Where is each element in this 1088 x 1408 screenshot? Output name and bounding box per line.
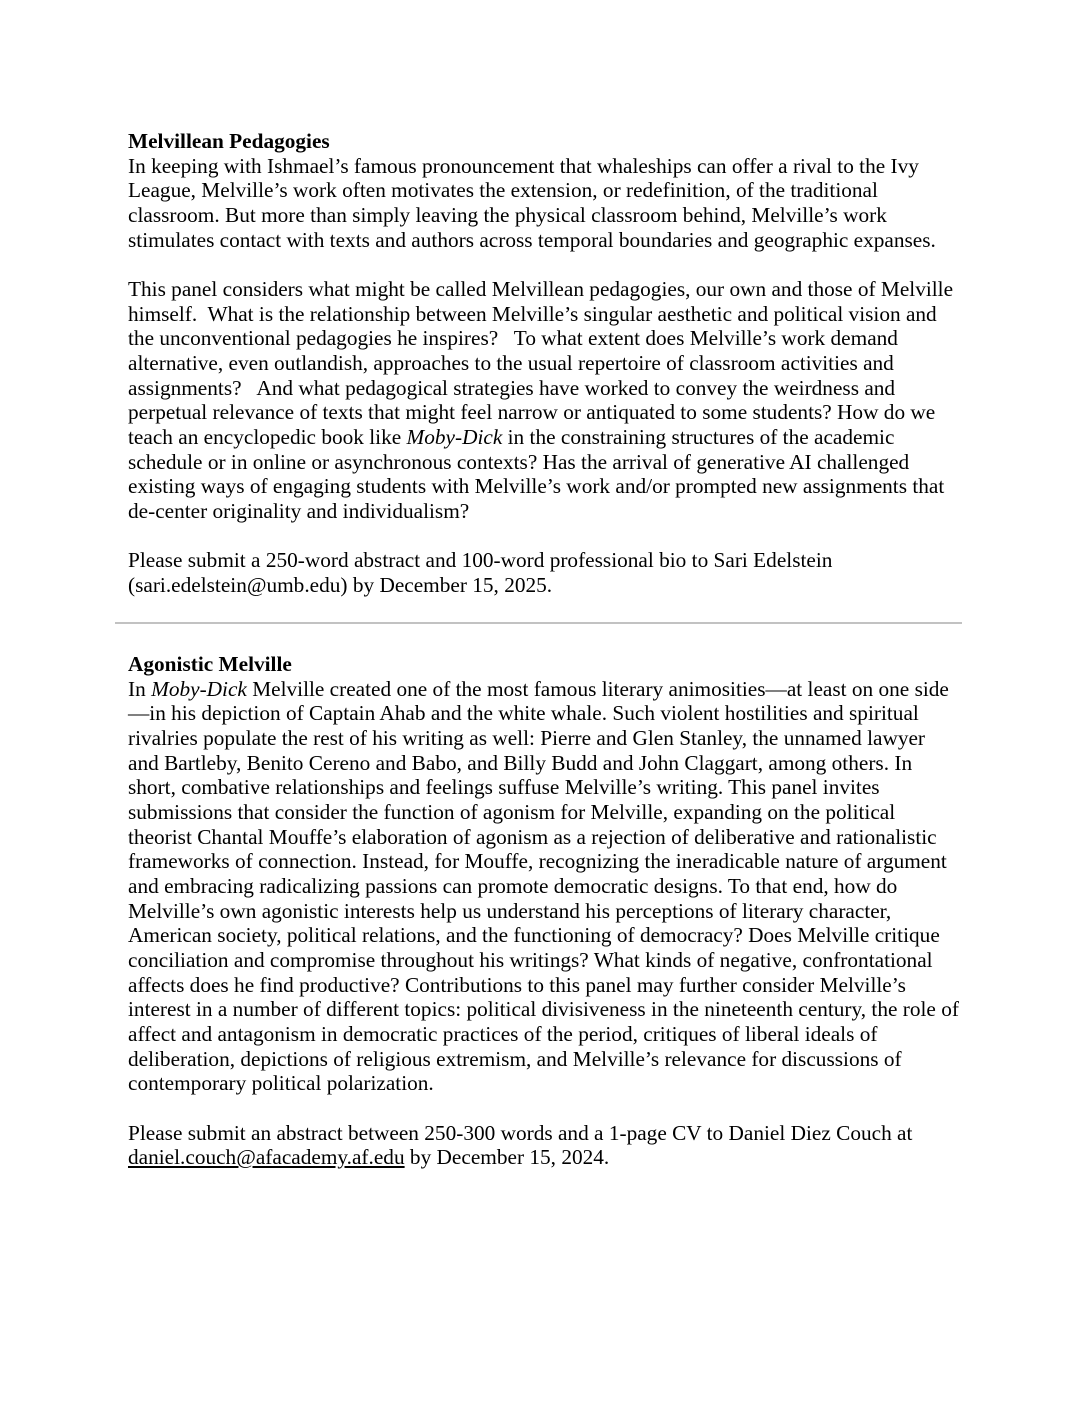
paragraph	[128, 676, 965, 1096]
paragraph	[128, 154, 960, 253]
section-title: Agonistic Melville	[128, 652, 292, 677]
paragraph-text: by December 15, 2024.	[404, 1145, 610, 1170]
paragraph-text: In keeping with Ishmael’s famous pronouncement that whaleships can offer a rival to the Ivy League, Melville’s work often motivates the extension, or redefinition, of the traditional classroom. But more than simply leaving the physical classroom behind, Melville’s work stimulates contact with texts and authors across temporal boundaries and geographic expanses.	[128, 153, 936, 252]
paragraph-text: Please submit an abstract between 250-300 words and a 1-page CV to Daniel Diez Couch at	[128, 1120, 918, 1145]
email-link[interactable]: daniel.couch@afacademy.af.edu	[128, 1145, 405, 1170]
section-agonistic-melville	[128, 652, 965, 1170]
paragraph	[128, 277, 960, 524]
section-divider	[115, 622, 962, 624]
book-title-italic: Moby-Dick	[151, 676, 247, 701]
paragraph-text: in the constraining structures of the academic schedule or in online or asynchronous contexts? Has the arrival of generative AI challenged existing ways of engaging students with Melville’s work and/or prompted new assignments that de-center originality and individualism?	[128, 424, 950, 523]
paragraph-text: Please submit a 250-word abstract and 100-word professional bio to Sari Edelstein (sari.edelstein@umb.edu) by December 15, 2025.	[128, 548, 838, 597]
section-title: Melvillean Pedagogies	[128, 129, 330, 153]
book-title-italic: Moby-Dick	[406, 424, 503, 449]
submission-instructions	[128, 1121, 960, 1170]
submission-instructions	[128, 548, 960, 597]
paragraph-text: Melville created one of the most famous literary animosities—at least on one side—in his depiction of Captain Ahab and the white whale. Such violent hostilities and spiritual rivalries populate the rest of his writing as well: Pierre and Glen Stanley, the unnamed lawyer and Bartleby, Benito Cereno and Babo, and Billy Budd and John Claggart, among others. In short, combative relationships and feelings suffuse Melville’s writing. This panel invites submissions that consider the function of agonism for Melville, expanding on the political theorist Chantal Mouffe’s elaboration of agonism as a rejection of deliberative and rationalistic frameworks of connection. Instead, for Mouffe, recognizing the ineradicable nature of argument and embracing radicalizing passions can promote democratic designs. To that end, how do Melville’s own agonistic interests help us understand his perceptions of literary character, American society, political relations, and the functioning of democracy? Does Melville critique conciliation and compromise throughout his writings? What kinds of negative, confrontational affects does he find productive? Contributions to this panel may further consider Melville’s interest in a number of different topics: political divisiveness in the nineteenth century, the role of affect and antagonism in democratic practices of the period, critiques of liberal ideals of deliberation, depictions of religious extremism, and Melville’s relevance for discussions of contemporary political polarization.	[128, 676, 965, 1096]
paragraph-text: This panel considers what might be called Melvillean pedagogies, our own and those of Melville himself. What is the relationship between Melville’s singular aesthetic and political vision and the unconventional pedagogies he inspires? To what extent does Melville’s work demand alternative, even outlandish, approaches to the usual repertoire of classroom activities and assignments? And what pedagogical strategies have worked to convey the weirdness and perpetual relevance of texts that might feel narrow or antiquated to some students? How do we teach an encyclopedic book like	[128, 276, 959, 449]
section-melvillean-pedagogies	[128, 129, 960, 597]
paragraph-text: In	[128, 676, 152, 701]
